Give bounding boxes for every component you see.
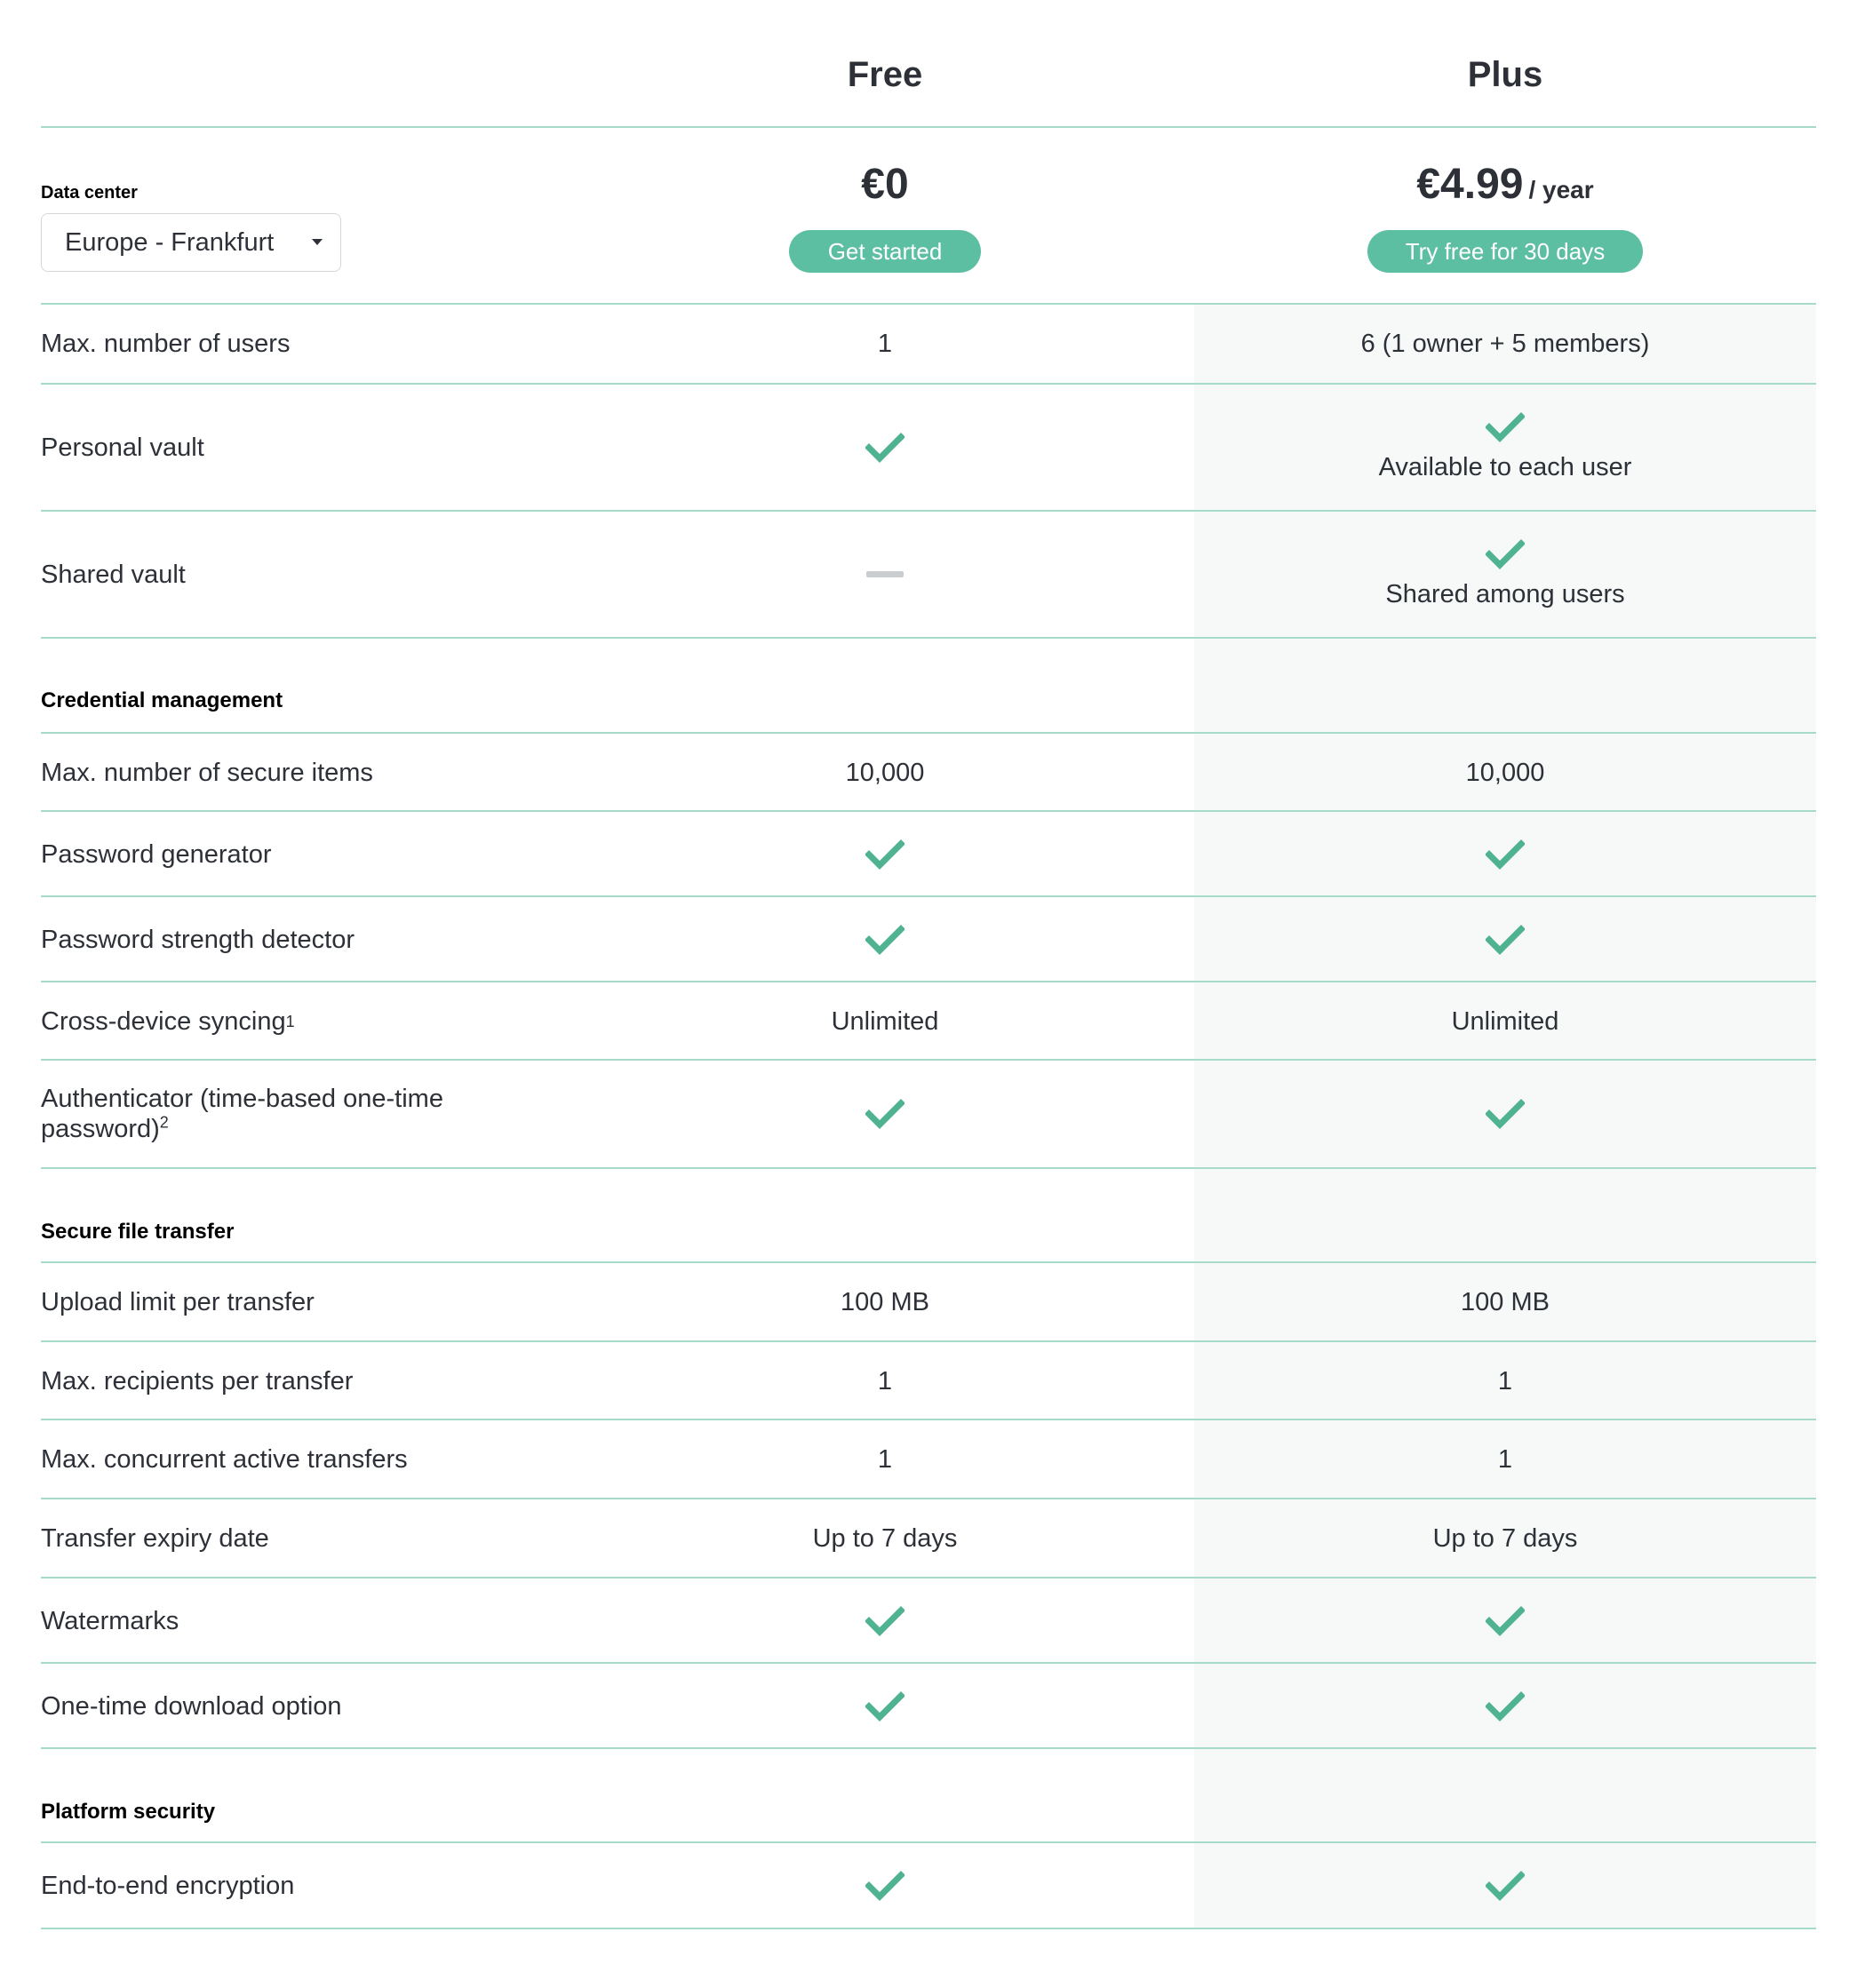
check-icon bbox=[1486, 539, 1525, 569]
authenticator-text-line1: Authenticator (time-based one-time bbox=[41, 1085, 443, 1113]
row-label-shared-vault: Shared vault bbox=[41, 560, 186, 589]
plan-name-plus: Plus bbox=[1467, 55, 1543, 94]
divider bbox=[41, 1167, 1816, 1169]
check-icon bbox=[1486, 925, 1525, 955]
free-one-time-download bbox=[574, 1664, 1196, 1749]
data-center-value: Europe - Frankfurt bbox=[65, 227, 275, 257]
plus-one-time-download bbox=[1194, 1664, 1816, 1749]
check-icon bbox=[1486, 412, 1525, 442]
plus-upload-limit: 100 MB bbox=[1461, 1287, 1550, 1316]
row-label-one-time-download: One-time download option bbox=[41, 1692, 342, 1721]
authenticator-text-line2: password) bbox=[41, 1115, 160, 1143]
free-max-items: 10,000 bbox=[845, 758, 925, 787]
check-icon bbox=[865, 1691, 905, 1722]
free-max-recipients: 1 bbox=[877, 1366, 893, 1396]
authenticator-text-line2-wrap bbox=[41, 1114, 169, 1144]
row-label-password-strength: Password strength detector bbox=[41, 926, 355, 954]
get-started-button[interactable]: Get started bbox=[789, 230, 981, 273]
divider bbox=[41, 1747, 1816, 1749]
row-label-watermarks: Watermarks bbox=[41, 1607, 179, 1635]
row-label-max-concurrent: Max. concurrent active transfers bbox=[41, 1445, 408, 1474]
check-icon bbox=[1486, 839, 1525, 870]
check-icon bbox=[865, 433, 905, 463]
check-icon bbox=[865, 1099, 905, 1129]
check-icon bbox=[865, 1871, 905, 1901]
section-secure-file-transfer: Secure file transfer bbox=[41, 1220, 235, 1244]
row-label-password-generator: Password generator bbox=[41, 840, 272, 869]
free-authenticator bbox=[574, 1061, 1196, 1167]
free-personal-vault bbox=[574, 385, 1196, 510]
free-max-concurrent: 1 bbox=[877, 1444, 893, 1474]
plus-shared-vault bbox=[1194, 512, 1816, 637]
plan-name-free: Free bbox=[847, 55, 923, 94]
check-icon bbox=[865, 839, 905, 870]
plus-password-generator bbox=[1194, 812, 1816, 897]
divider bbox=[41, 637, 1816, 639]
plus-e2e bbox=[1194, 1843, 1816, 1928]
row-label-personal-vault: Personal vault bbox=[41, 433, 204, 462]
row-label-max-recipients: Max. recipients per transfer bbox=[41, 1367, 354, 1396]
free-max-users: 1 bbox=[877, 329, 893, 358]
caret-down-icon bbox=[312, 239, 323, 245]
row-label-expiry: Transfer expiry date bbox=[41, 1524, 269, 1553]
divider bbox=[41, 1928, 1816, 1929]
check-icon bbox=[1486, 1606, 1525, 1636]
row-label-upload-limit: Upload limit per transfer bbox=[41, 1288, 315, 1316]
plus-max-concurrent: 1 bbox=[1497, 1444, 1513, 1474]
free-password-generator bbox=[574, 812, 1196, 897]
price-plus-amount: €4.99 bbox=[1416, 161, 1524, 208]
dash-icon bbox=[866, 571, 904, 577]
free-e2e bbox=[574, 1843, 1196, 1928]
plus-max-items: 10,000 bbox=[1465, 758, 1545, 787]
row-label-authenticator bbox=[41, 1061, 592, 1167]
row-label-cross-device: Cross-device syncing 1 bbox=[41, 1007, 295, 1036]
section-credential-management: Credential management bbox=[41, 688, 283, 712]
plus-password-strength bbox=[1194, 897, 1816, 982]
free-expiry: Up to 7 days bbox=[812, 1523, 958, 1553]
data-center-select[interactable] bbox=[41, 213, 341, 272]
plus-watermarks bbox=[1194, 1578, 1816, 1664]
free-shared-vault bbox=[574, 512, 1196, 637]
free-cross-device: Unlimited bbox=[831, 1006, 939, 1036]
plus-shared-vault-note: Shared among users bbox=[1385, 580, 1625, 608]
price-free-amount: €0 bbox=[861, 161, 909, 208]
try-free-button[interactable]: Try free for 30 days bbox=[1367, 230, 1643, 273]
price-plus bbox=[1194, 160, 1816, 209]
plus-cross-device: Unlimited bbox=[1451, 1006, 1559, 1036]
cross-device-text: Cross-device syncing bbox=[41, 1007, 286, 1036]
plus-personal-vault-note: Available to each user bbox=[1378, 453, 1632, 481]
footnote-2: 2 bbox=[159, 1113, 169, 1132]
data-center-label: Data center bbox=[41, 183, 138, 203]
free-watermarks bbox=[574, 1578, 1196, 1664]
check-icon bbox=[865, 925, 905, 955]
price-free bbox=[574, 160, 1196, 209]
price-plus-period: / year bbox=[1528, 176, 1594, 203]
plus-max-users: 6 (1 owner + 5 members) bbox=[1360, 329, 1650, 358]
divider bbox=[41, 126, 1816, 128]
check-icon bbox=[865, 1606, 905, 1636]
row-label-max-items: Max. number of secure items bbox=[41, 759, 373, 787]
free-password-strength bbox=[574, 897, 1196, 982]
check-icon bbox=[1486, 1691, 1525, 1722]
pricing-comparison-table bbox=[41, 0, 1816, 1988]
section-platform-security: Platform security bbox=[41, 1800, 216, 1824]
plus-personal-vault bbox=[1194, 385, 1816, 510]
row-label-max-users: Max. number of users bbox=[41, 330, 291, 358]
plus-authenticator bbox=[1194, 1061, 1816, 1167]
plus-expiry: Up to 7 days bbox=[1432, 1523, 1578, 1553]
check-icon bbox=[1486, 1099, 1525, 1129]
row-label-e2e: End-to-end encryption bbox=[41, 1872, 295, 1900]
plus-max-recipients: 1 bbox=[1497, 1366, 1513, 1396]
free-upload-limit: 100 MB bbox=[841, 1287, 929, 1316]
check-icon bbox=[1486, 1871, 1525, 1901]
